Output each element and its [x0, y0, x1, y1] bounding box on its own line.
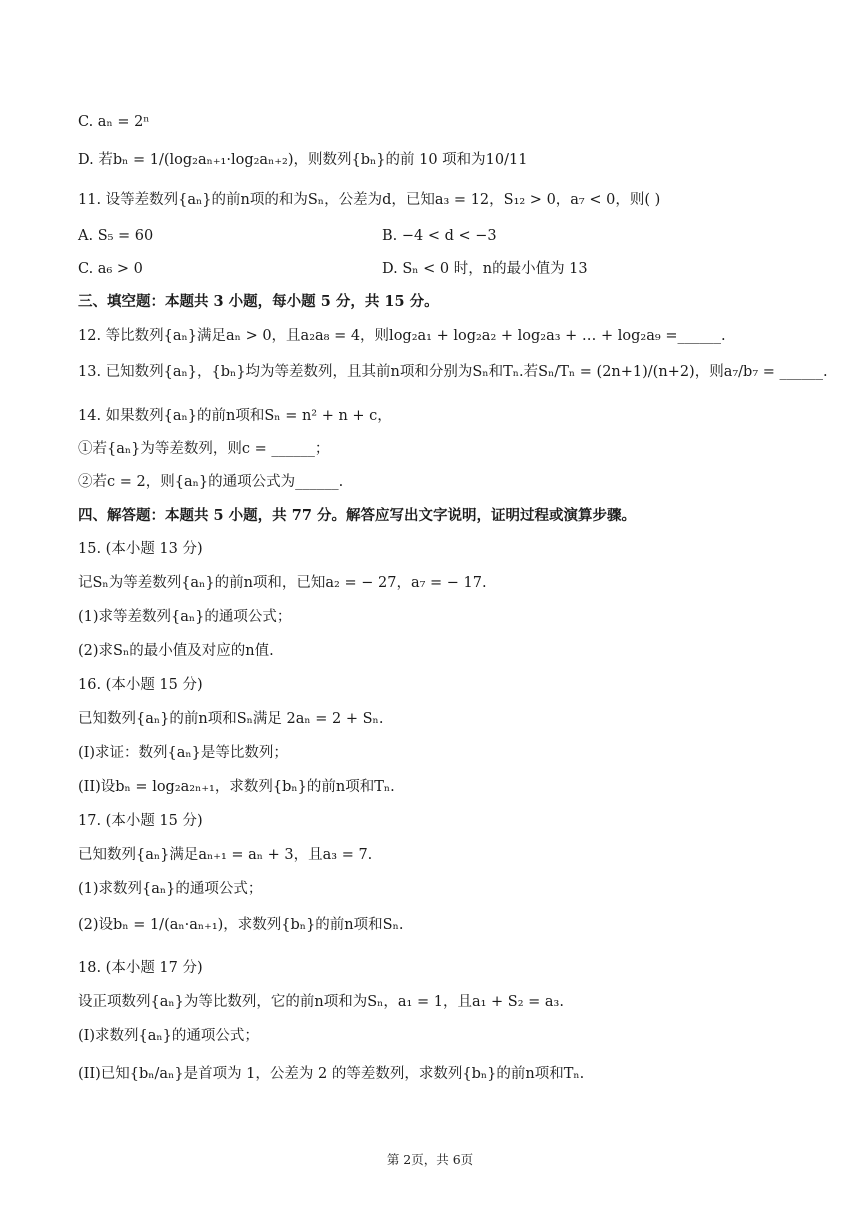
option-d-10: D. 若bₙ = 1/(log₂aₙ₊₁·log₂aₙ₊₂)，则数列{bₙ}的前 10 项和为10/11 — [78, 152, 528, 168]
question-17-part-2: (2)设bₙ = 1/(aₙ·aₙ₊₁)，求数列{bₙ}的前n项和Sₙ. — [78, 917, 404, 933]
question-16-stem: 已知数列{aₙ}的前n项和Sₙ满足 2aₙ = 2 + Sₙ. — [78, 711, 384, 727]
question-16-part-2: (II)设bₙ = log₂a₂ₙ₊₁，求数列{bₙ}的前n项和Tₙ. — [78, 779, 395, 795]
question-12: 12. 等比数列{aₙ}满足aₙ > 0，且a₂a₈ = 4，则log₂a₁ + log₂a₂ + log₂a₃ + … + log₂a₉ =______. — [78, 328, 726, 344]
question-14-part-2: ②若c = 2，则{aₙ}的通项公式为______. — [78, 474, 344, 490]
question-16-header: 16. (本小题 15 分) — [78, 677, 203, 693]
question-18-part-1: (I)求数列{aₙ}的通项公式； — [78, 1028, 259, 1044]
question-15-part-2: (2)求Sₙ的最小值及对应的n值. — [78, 643, 274, 659]
option-c-10: C. aₙ = 2ⁿ — [78, 114, 150, 130]
question-18-header: 18. (本小题 17 分) — [78, 960, 203, 976]
question-15-part-1: (1)求等差数列{aₙ}的通项公式； — [78, 609, 292, 625]
question-17-part-1: (1)求数列{aₙ}的通项公式； — [78, 881, 263, 897]
option-c-11: C. a₆ > 0 — [78, 261, 143, 277]
section-heading-solutions: 四、解答题：本题共 5 小题，共 77 分。解答应写出文字说明，证明过程或演算步骤。 — [78, 507, 636, 524]
question-11: 11. 设等差数列{aₙ}的前n项的和为Sₙ，公差为d，已知a₃ = 12，S₁₂ > 0，a₇ < 0，则( ) — [78, 192, 661, 208]
question-15-stem: 记Sₙ为等差数列{aₙ}的前n项和，已知a₂ = − 27，a₇ = − 17. — [78, 575, 487, 591]
section-heading-fill-in: 三、填空题：本题共 3 小题，每小题 5 分，共 15 分。 — [78, 293, 439, 310]
question-13: 13. 已知数列{aₙ}，{bₙ}均为等差数列，且其前n项和分别为Sₙ和Tₙ.若Sₙ/Tₙ = (2n+1)/(n+2)，则a₇/b₇ = ______. — [78, 364, 828, 380]
question-17-stem: 已知数列{aₙ}满足aₙ₊₁ = aₙ + 3，且a₃ = 7. — [78, 847, 373, 863]
option-b-11: B. −4 < d < −3 — [382, 228, 497, 244]
question-16-part-1: (I)求证：数列{aₙ}是等比数列； — [78, 745, 288, 761]
option-a-11: A. S₅ = 60 — [78, 228, 154, 244]
question-14: 14. 如果数列{aₙ}的前n项和Sₙ = n² + n + c， — [78, 408, 392, 424]
question-17-header: 17. (本小题 15 分) — [78, 813, 203, 829]
question-18-part-2: (II)已知{bₙ/aₙ}是首项为 1，公差为 2 的等差数列，求数列{bₙ}的前n项和Tₙ. — [78, 1066, 585, 1082]
question-14-part-1: ①若{aₙ}为等差数列，则c = ______； — [78, 441, 330, 457]
option-d-11: D. Sₙ < 0 时，n的最小值为 13 — [382, 261, 588, 277]
question-15-header: 15. (本小题 13 分) — [78, 541, 203, 557]
question-18-stem: 设正项数列{aₙ}为等比数列，它的前n项和为Sₙ，a₁ = 1，且a₁ + S₂ = a₃. — [78, 994, 564, 1010]
page-footer: 第 2页，共 6页 — [386, 1152, 474, 1167]
